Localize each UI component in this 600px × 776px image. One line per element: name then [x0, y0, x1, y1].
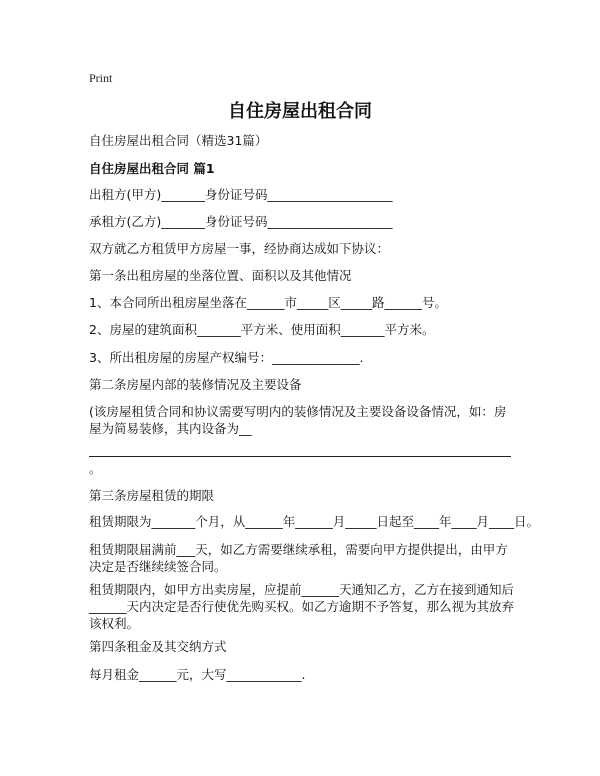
article-3-term: 租赁期限为_______个月，从______年______月_____日起至____年____月____日。	[89, 514, 540, 529]
article-1-title: 第一条出租房屋的坐落位置、面积以及其他情况	[89, 268, 352, 283]
article-3-sale: 租赁期限内，如甲方出卖房屋，应提前______天通知乙方，乙方在接到通知后______天内决定是否行使优先购买权。如乙方逾期不予答复，那么视为其放弃该权利。	[89, 582, 515, 631]
document-subtitle: 自住房屋出租合同（精选31篇）	[89, 133, 268, 148]
article-4-title: 第四条租金及其交纳方式	[89, 639, 227, 654]
print-label: Print	[89, 71, 113, 85]
section-heading: 自住房屋出租合同 篇1	[89, 161, 215, 176]
article-1-item-3: 3、所出租房屋的房屋产权编号：______________.	[89, 350, 364, 365]
article-2-title: 第二条房屋内部的装修情况及主要设备	[89, 377, 302, 392]
blank-underline	[89, 456, 511, 457]
lessee-line: 承租方(乙方)_______身份证号码____________________	[89, 214, 393, 229]
article-3-title: 第三条房屋租赁的期限	[89, 488, 215, 503]
document-title: 自住房屋出租合同	[228, 101, 372, 122]
article-2-end-mark: 。	[89, 461, 102, 476]
agreement-line: 双方就乙方租赁甲方房屋一事，经协商达成如下协议：	[89, 241, 390, 256]
article-1-item-2: 2、房屋的建筑面积_______平方米、使用面积_______平方米。	[89, 322, 435, 337]
article-4-rent: 每月租金______元，大写____________.	[89, 667, 306, 682]
article-1-item-1: 1、本合同所出租房屋坐落在______市_____区_____路______号。	[89, 295, 447, 310]
article-3-renewal: 租赁期限届满前___天，如乙方需要继续承租，需要向甲方提供提出，由甲方决定是否继续续签合同。	[89, 542, 508, 574]
article-2-body: (该房屋租赁合同和协议需要写明内的装修情况及主要设备设备情况，如：房屋为简易装修，其内设备为__	[89, 404, 507, 436]
lessor-line: 出租方(甲方)_______身份证号码____________________	[89, 187, 393, 202]
